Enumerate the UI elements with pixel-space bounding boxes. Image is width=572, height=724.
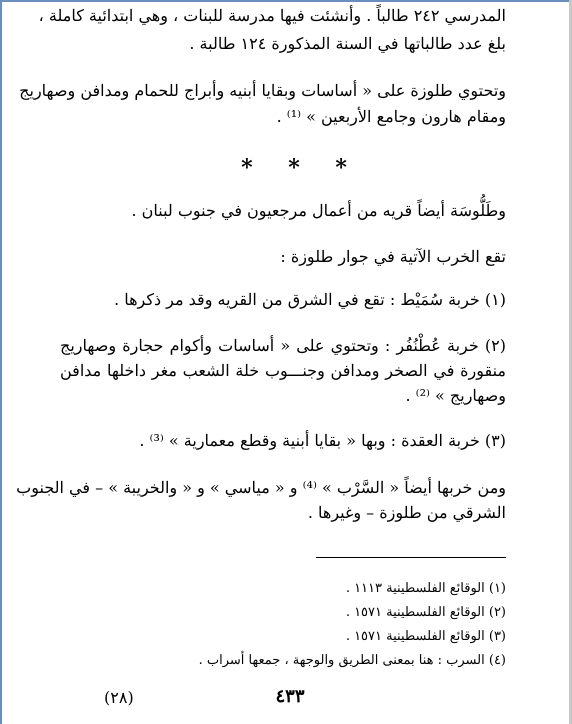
footnote-1: (١) الوقائع الفلسطينية ١١١٣ .	[345, 581, 506, 596]
paragraph-6-line-2: منقورة في الصخر ومدافن وجنـــوب خلة الشعب مغر داخلها مدافن	[60, 361, 506, 380]
paragraph-1-line-2: بلغ عدد طالباتها في السنة المذكورة ١٢٤ طالبة .	[189, 34, 506, 53]
paragraph-5-line-1: (١) خربة سُمَيْط : تقع في الشرق من القريه وقد مر ذكرها .	[114, 290, 506, 309]
viewer-frame-top	[0, 0, 572, 2]
footnote-2: (٢) الوقائع الفلسطينية ١٥٧١ .	[345, 605, 506, 620]
book-page-number: ٤٣٣	[275, 686, 305, 707]
chapter-page-number: (٢٨)	[104, 688, 134, 707]
footnote-4: (٤) السرب : هنا بمعنى الطريق والوجهة ، جمعها أسراب .	[198, 653, 506, 668]
paragraph-2-line-2: ومقام هارون وجامع الأربعين » ⁽¹⁾ .	[276, 107, 506, 126]
paragraph-3-line-1: وطَلُّوسَة أيضاً قريه من أعمال مرجعيون في جنوب لبنان .	[131, 201, 506, 220]
paragraph-7-line-1: (٣) خربة العقدة : وبها « بقايا أبنية وقطع معمارية » ⁽³⁾ .	[139, 431, 506, 450]
footnote-separator	[316, 557, 506, 558]
paragraph-1-line-1: المدرسي ٢٤٢ طالباً . وأنشئت فيها مدرسة للبنات ، وهي ابتدائية كاملة ،	[38, 6, 506, 25]
paragraph-4-line-1: تقع الخرب الآتية في جوار طلوزة :	[280, 247, 506, 266]
paragraph-2-line-1: وتحتوي طلوزة على « أساسات وبقايا أبنيه وأبراج للحمام ومدافن وصهاريج	[19, 81, 506, 100]
viewer-frame-left	[0, 0, 2, 724]
paragraph-8-line-1: ومن خربها أيضاً « السَّرْب » ⁽⁴⁾ و « مياسي » و « والخريبة » – في الجنوب	[16, 478, 506, 497]
paragraph-6-line-3: وصهاريج » ⁽²⁾ .	[405, 386, 506, 405]
paragraph-6-line-1: (٢) خربة عُطْنُفُر : وتحتوي على « أساسات وأكوام حجارة وصهاريج	[60, 336, 506, 355]
footnote-3: (٣) الوقائع الفلسطينية ١٥٧١ .	[345, 629, 506, 644]
paragraph-8-line-2: الشرقي من طلوزة – وغيرها .	[307, 503, 506, 522]
section-separator: * * *	[241, 155, 361, 181]
